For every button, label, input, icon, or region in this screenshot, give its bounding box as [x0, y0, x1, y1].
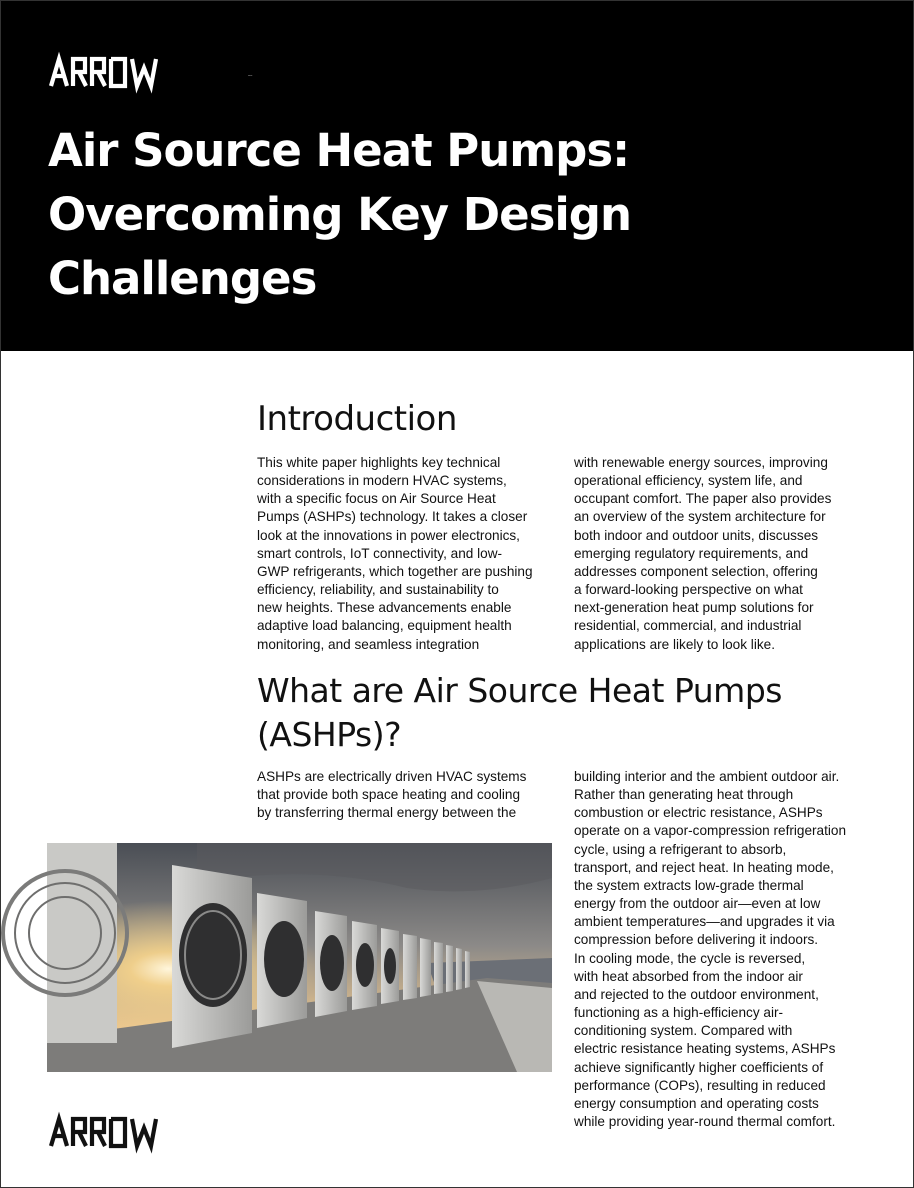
svg-text:ARROW: ARROW: [248, 76, 253, 77]
document-title: Air Source Heat Pumps: Overcoming Key Design Challenges: [48, 124, 632, 305]
ashp-column-2: building interior and the ambient outdoor air. Rather than generating heat through combustion or electric resistance, ASHPs operate on a vapor-compression refrigeration cycle, using a refrigerant to absorb, transport, and reject heat. In heating mode, the system extracts low-grade thermal energy from the outdoor air—even at low ambient temperatures—and upgrades it via compression before delivering it indoors. In cooling mode, the cycle is reversed, with heat absorbed from the indoor air and rejected to the outdoor environment, functioning as a high-efficiency air- conditioning system. Compared with electric resistance heating systems, ASHPs achieve significantly higher coefficients of performance (COPs), resulting in reduced energy consumption and operating costs while providing year-round thermal comfort.: [574, 769, 847, 1129]
introduction-column-1: This white paper highlights key technical considerations in modern HVAC systems, with a specific focus on Air Source Heat Pumps (ASHPs) technology. It takes a closer look at the innovations in power electronics, smart controls, IoT connectivity, and low- GWP refrigerants, which together are pushing efficiency, reliability, and sustainability to new heights. These advancements enable adaptive load balancing, equipment health monitoring, and seamless integration: [257, 455, 533, 652]
header-banner: [1, 1, 913, 351]
arrow-logo: [48, 56, 253, 88]
arrow-logo-footer: [48, 1116, 188, 1148]
introduction-heading: Introduction: [257, 399, 457, 439]
ashp-column-1: ASHPs are electrically driven HVAC systems that provide both space heating and cooling by transferring thermal energy between the: [257, 769, 527, 821]
ashp-heading: What are Air Source Heat Pumps (ASHPs)?: [257, 671, 782, 754]
heat-pump-rooftop-photo: [47, 843, 552, 1072]
introduction-column-2: with renewable energy sources, improving operational efficiency, system life, and occupant comfort. The paper also provides an overview of the system architecture for both indoor and outdoor units, discusses emerging regulatory requirements, and addresses component selection, offering a forward-looking perspective on what next-generation heat pump solutions for residential, commercial, and industrial applications are likely to look like.: [574, 455, 832, 652]
